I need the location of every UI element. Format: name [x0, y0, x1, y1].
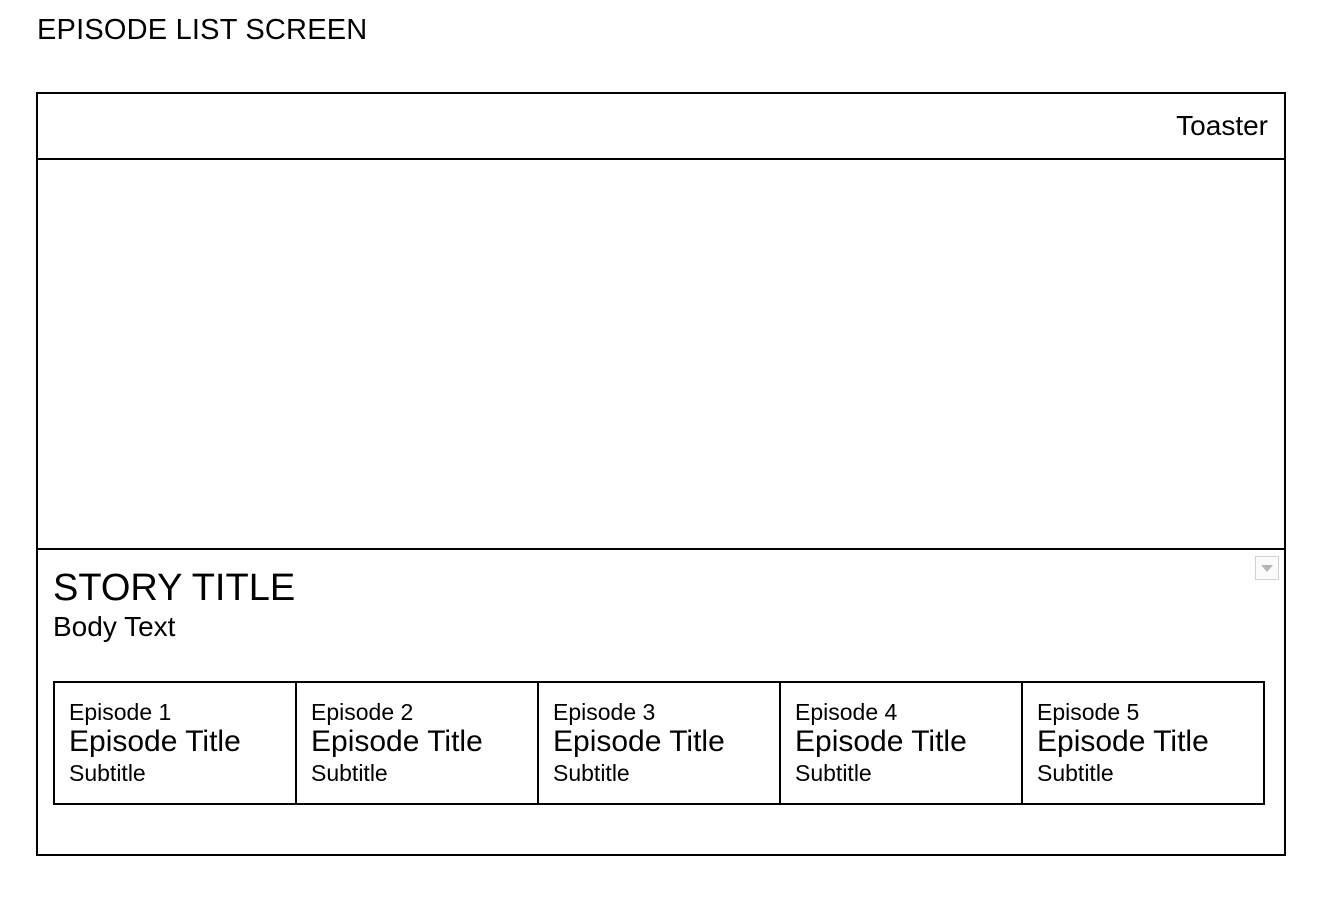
episode-card-2[interactable]: [297, 683, 539, 803]
episode-title: Episode Title: [553, 725, 725, 758]
episode-subtitle: Subtitle: [1037, 760, 1114, 786]
episode-title: Episode Title: [69, 725, 241, 758]
episode-list: [53, 681, 1265, 805]
episode-title: Episode Title: [311, 725, 483, 758]
episode-number: Episode 4: [795, 699, 898, 725]
chevron-down-icon: [1261, 565, 1273, 572]
episode-number: Episode 1: [69, 699, 172, 725]
story-body-text: Body Text: [53, 611, 176, 642]
toaster-label: Toaster: [1176, 110, 1268, 141]
episode-number: Episode 2: [311, 699, 414, 725]
episode-title: Episode Title: [795, 725, 967, 758]
episode-subtitle: Subtitle: [69, 760, 146, 786]
page-title: EPISODE LIST SCREEN: [37, 14, 368, 46]
episode-subtitle: Subtitle: [795, 760, 872, 786]
toaster-bar: [38, 94, 1284, 160]
episode-number: Episode 5: [1037, 699, 1140, 725]
episode-subtitle: Subtitle: [553, 760, 630, 786]
episode-card-4[interactable]: [781, 683, 1023, 803]
episode-subtitle: Subtitle: [311, 760, 388, 786]
episode-card-1[interactable]: [55, 683, 297, 803]
story-title: STORY TITLE: [53, 567, 296, 609]
episode-title: Episode Title: [1037, 725, 1209, 758]
screen-frame: [36, 92, 1286, 856]
episode-card-3[interactable]: [539, 683, 781, 803]
episode-number: Episode 3: [553, 699, 656, 725]
dropdown-toggle-button[interactable]: [1255, 556, 1279, 580]
episode-card-5[interactable]: [1023, 683, 1263, 803]
hero-image-area: [38, 160, 1284, 550]
